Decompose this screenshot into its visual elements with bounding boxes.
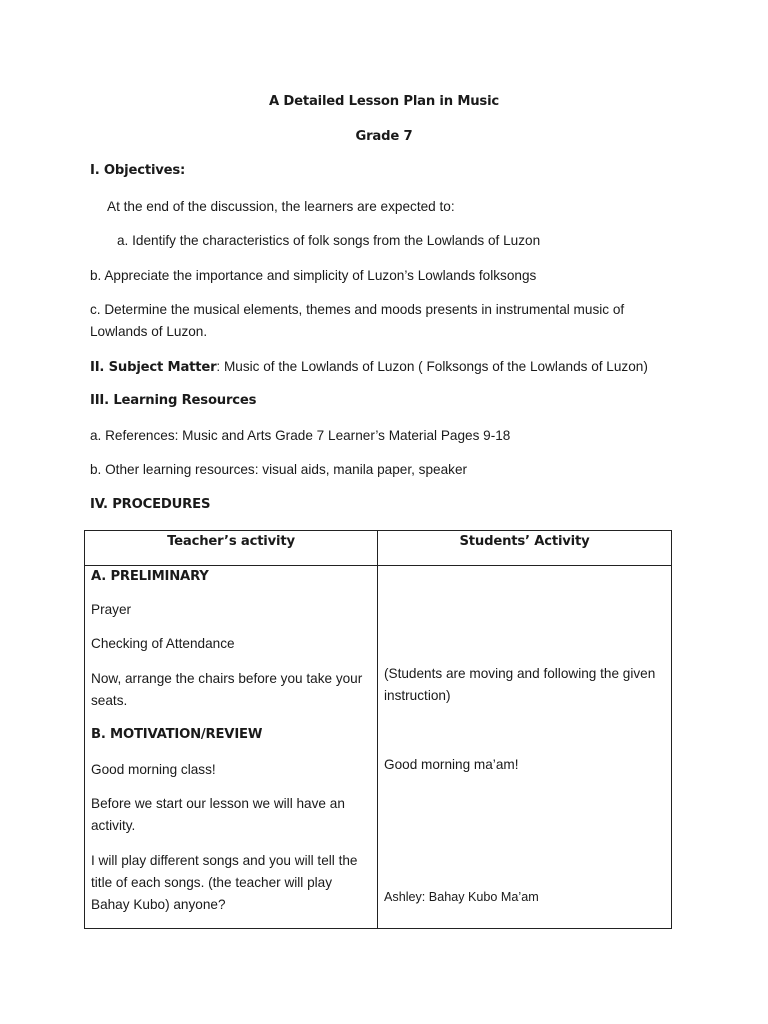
teacher-activity-header: Teacher’s activity [85,531,378,566]
objective-b: b. Appreciate the importance and simplicity of Luzon’s Lowlands folksongs [90,268,537,283]
table-header-row [85,531,672,566]
objective-c: c. Determine the musical elements, themes and moods presents in instrumental music of Lowlands of Luzon. [90,302,625,339]
learning-resources-heading: III. Learning Resources [90,393,257,408]
teacher-activity-cell [85,566,378,929]
teacher-greeting: Good morning class! [91,762,216,777]
procedures-table [84,530,672,929]
procedures-heading: IV. PROCEDURES [90,497,211,512]
ashley-answer: Ashley: Bahay Kubo Ma’am [384,890,539,904]
prayer-text: Prayer [91,602,132,617]
activity-intro: Before we start our lesson we will have an activity. [91,796,345,833]
resource-other: b. Other learning resources: visual aids, manila paper, speaker [90,462,468,477]
objectives-intro: At the end of the discussion, the learners are expected to: [107,199,455,214]
subject-matter [90,356,678,379]
grade-heading: Grade 7 [355,129,413,144]
play-songs-instruction: I will play different songs and you will tell the title of each songs. (the teacher will play Bahay Kubo) anyone? [91,853,358,912]
subject-matter-label: II. Subject Matter [90,360,217,375]
motivation-heading: B. MOTIVATION/REVIEW [91,727,263,742]
arrange-chairs-text: Now, arrange the chairs before you take your seats. [91,671,363,708]
preliminary-heading: A. PRELIMINARY [91,569,209,584]
attendance-text: Checking of Attendance [91,636,235,651]
students-activity-header: Students’ Activity [378,531,672,566]
document-title: A Detailed Lesson Plan in Music [268,94,500,109]
students-greeting: Good morning ma’am! [384,757,519,772]
objective-a: a. Identify the characteristics of folk songs from the Lowlands of Luzon [117,233,541,248]
table-row [85,566,672,929]
students-moving-text: (Students are moving and following the given instruction) [384,666,656,703]
subject-matter-text: : Music of the Lowlands of Luzon ( Folksongs of the Lowlands of Luzon) [216,359,648,374]
objectives-heading: I. Objectives: [90,163,186,178]
students-activity-cell [378,566,672,929]
resource-references: a. References: Music and Arts Grade 7 Learner’s Material Pages 9-18 [90,428,511,443]
